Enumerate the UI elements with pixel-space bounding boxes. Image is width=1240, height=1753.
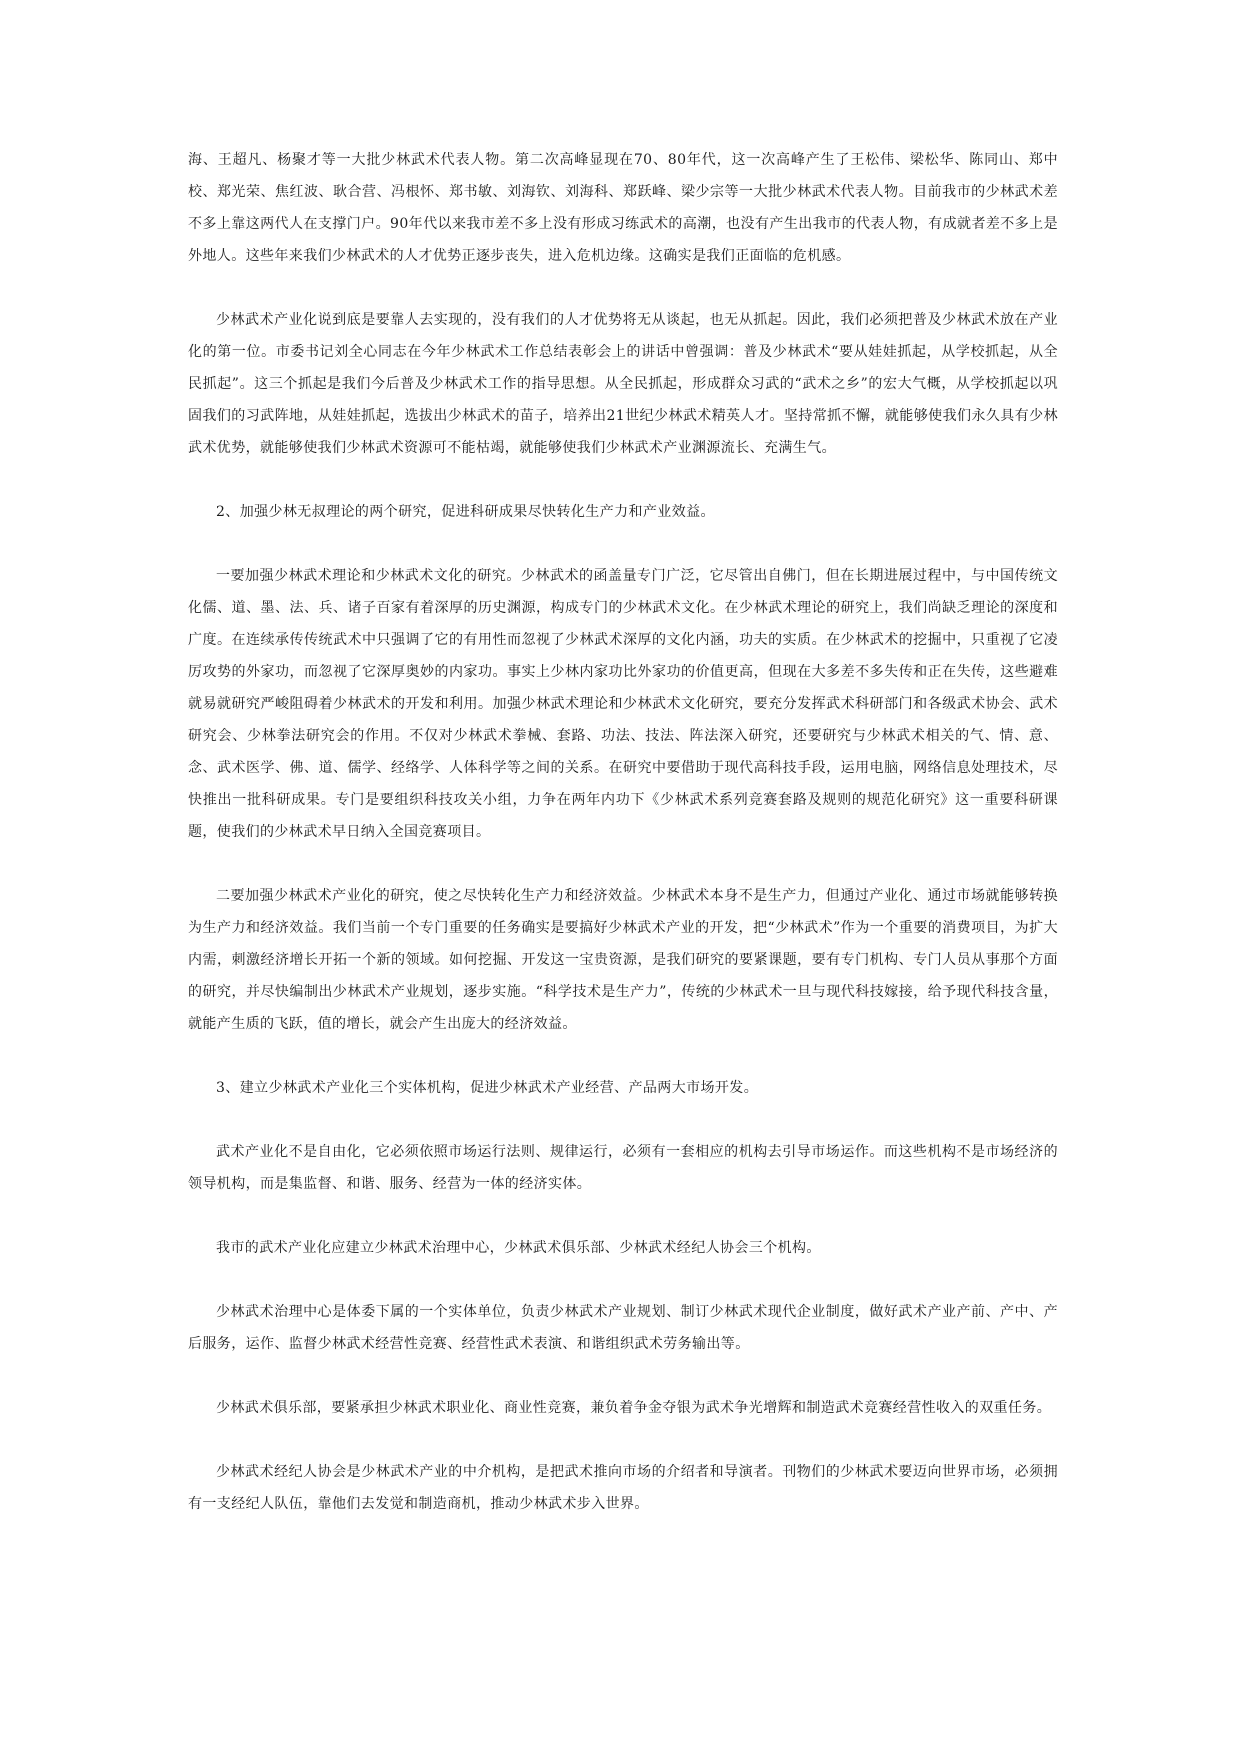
section-heading: 2、加强少林无叔理论的两个研究，促进科研成果尽快转化生产力和产业效益。: [216, 504, 715, 520]
paragraph: 一要加强少林武术理论和少林武术文化的研究。少林武术的函盖量专门广泛，它尽管出自佛门，但在长期进展过程中，与中国传统文化儒、道、墨、法、兵、诸子百家有着深厚的历史渊源，构成专门的少林武术文化。在少林武术理论的研究上，我们尚缺乏理论的深度和广度。在连续承传传统武术中只强调了它的有用性而忽视了少林武术深厚的文化内涵，功夫的实质。在少林武术的挖掘中，只重视了它凌厉攻势的外家功，而忽视了它深厚奥妙的内家功。事实上少林内家功比外家功的价值更高，但现在大多差不多失传和正在失传，这些避难就易就研究严峻阻碍着少林武术的开发和利用。加强少林武术理论和少林武术文化研究，要充分发挥武术科研部门和各级武术协会、武术研究会、少林拳法研究会的作用。不仅对少林武术拳械、套路、功法、技法、阵法深入研究，还要研究与少林武术相关的气、情、意、念、武术医学、佛、道、儒学、经络学、人体科学等之间的关系。在研究中要借助于现代高科技手段，运用电脑，网络信息处理技术，尽快推出一批科研成果。专门是要组织科技攻关小组，力争在两年内功下《少林武术系列竞赛套路及规则的规范化研究》这一重要科研课题，使我们的少林武术早日纳入全国竞赛项目。: [188, 568, 1058, 840]
paragraph: 二要加强少林武术产业化的研究，使之尽快转化生产力和经济效益。少林武术本身不是生产力，但通过产业化、通过市场就能够转换为生产力和经济效益。我们当前一个专门重要的任务确实是要搞好少林武术产业的开发，把“少林武术”作为一个重要的消费项目，为扩大内需，刺激经济增长开拓一个新的领域。如何挖掘、开发这一宝贵资源，是我们研究的要紧课题，要有专门机构、专门人员从事那个方面的研究，并尽快编制出少林武术产业规划，逐步实施。“科学技术是生产力”，传统的少林武术一旦与现代科技嫁接，给予现代科技含量，就能产生质的飞跃，值的增长，就会产生出庞大的经济效益。: [188, 888, 1058, 1032]
section-heading: 3、建立少林武术产业化三个实体机构，促进少林武术产业经营、产品两大市场开发。: [216, 1080, 759, 1096]
paragraph: 少林武术产业化说到底是要靠人去实现的，没有我们的人才优势将无从谈起，也无从抓起。因此，我们必须把普及少林武术放在产业化的第一位。市委书记刘全心同志在今年少林武术工作总结表彰会上的讲话中曾强调：普及少林武术“要从娃娃抓起，从学校抓起，从全民抓起”。这三个抓起是我们今后普及少林武术工作的指导思想。从全民抓起，形成群众习武的“武术之乡”的宏大气概，从学校抓起以巩固我们的习武阵地，从娃娃抓起，选拔出少林武术的苗子，培养出21世纪少林武术精英人才。坚持常抓不懈，就能够使我们永久具有少林武术优势，就能够使我们少林武术资源可不能枯竭，就能够使我们少林武术产业渊源流长、充满生气。: [188, 312, 1058, 456]
paragraph: 少林武术俱乐部，要紧承担少林武术职业化、商业性竞赛，兼负着争金夺银为武术争光增辉和制造武术竞赛经营性收入的双重任务。: [216, 1400, 1052, 1416]
paragraph: 少林武术治理中心是体委下属的一个实体单位，负责少林武术产业规划、制订少林武术现代企业制度，做好武术产业产前、产中、产后服务，运作、监督少林武术经营性竞赛、经营性武术表演、和谐组织武术劳务输出等。: [188, 1304, 1058, 1352]
paragraph: 少林武术经纪人协会是少林武术产业的中介机构，是把武术推向市场的介绍者和导演者。刊物们的少林武术要迈向世界市场，必须拥有一支经纪人队伍，靠他们去发觉和制造商机，推动少林武术步入世界。: [188, 1464, 1058, 1512]
paragraph: 武术产业化不是自由化，它必须依照市场运行法则、规律运行，必须有一套相应的机构去引导市场运作。而这些机构不是市场经济的领导机构，而是集监督、和谐、服务、经营为一体的经济实体。: [188, 1144, 1058, 1192]
paragraph: 海、王超凡、杨聚才等一大批少林武术代表人物。第二次高峰显现在70、80年代，这一次高峰产生了王松伟、梁松华、陈同山、郑中校、郑光荣、焦红波、耿合营、冯根怀、郑书敏、刘海钦、刘海科、郑跃峰、梁少宗等一大批少林武术代表人物。目前我市的少林武术差不多上靠这两代人在支撑门户。90年代以来我市差不多上没有形成习练武术的高潮，也没有产生出我市的代表人物，有成就者差不多上是外地人。这些年来我们少林武术的人才优势正逐步丧失，进入危机边缘。这确实是我们正面临的危机感。: [188, 152, 1058, 264]
document-body: [188, 144, 1058, 1520]
paragraph: 我市的武术产业化应建立少林武术治理中心，少林武术俱乐部、少林武术经纪人协会三个机构。: [216, 1240, 821, 1256]
